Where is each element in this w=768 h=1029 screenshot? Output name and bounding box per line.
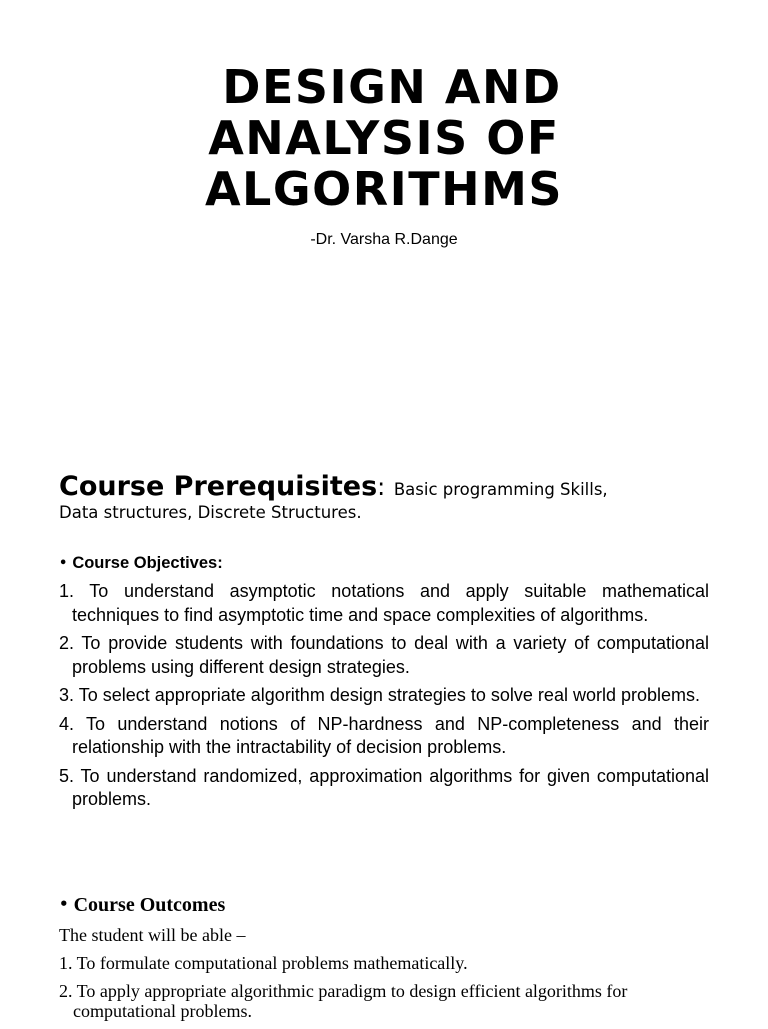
prerequisites-label: Course Prerequisites bbox=[59, 471, 378, 502]
title-line-2: ANALYSIS OF bbox=[208, 111, 560, 165]
bullet-icon: • bbox=[59, 556, 68, 571]
objective-item: 5. To understand randomized, approximation algorithms for given computational problems. bbox=[59, 765, 709, 809]
objectives-heading bbox=[59, 551, 709, 576]
objective-item: 2. To provide students with foundations to deal with a variety of computational problems using different design strategies. bbox=[59, 633, 709, 677]
title-line-3: ALGORITHMS bbox=[204, 162, 564, 216]
bullet-icon: • bbox=[59, 895, 69, 913]
outcome-item: 2. To apply appropriate algorithmic paradigm to design efficient algorithms for computational problems. bbox=[59, 981, 628, 1021]
objective-item: 1. To understand asymptotic notations and apply suitable mathematical techniques to find asymptotic time and space complexities of algorithms. bbox=[59, 581, 709, 625]
objective-item: 3. To select appropriate algorithm design strategies to solve real world problems. bbox=[59, 685, 700, 705]
document-title bbox=[0, 62, 768, 215]
outcomes-heading-text: Course Outcomes bbox=[73, 894, 226, 916]
objective-item: 4. To understand notions of NP-hardness and NP-completeness and their relationship with the intractability of decision problems. bbox=[59, 713, 709, 757]
title-line-1: DESIGN AND bbox=[222, 60, 562, 114]
outcome-item: 1. To formulate computational problems mathematically. bbox=[59, 953, 468, 973]
course-outcomes bbox=[59, 891, 699, 1029]
prerequisites-text-line-2: Data structures, Discrete Structures. bbox=[59, 503, 362, 522]
outcomes-intro: The student will be able – bbox=[59, 925, 246, 945]
objectives-heading-text: Course Objectives: bbox=[72, 554, 223, 572]
prerequisites-text-line-1: Basic programming Skills, bbox=[393, 480, 608, 499]
author-line: -Dr. Varsha R.Dange bbox=[310, 231, 458, 248]
course-prerequisites bbox=[59, 470, 719, 523]
outcomes-heading bbox=[59, 891, 699, 918]
course-objectives bbox=[59, 551, 709, 817]
prerequisites-colon: : bbox=[377, 473, 386, 501]
